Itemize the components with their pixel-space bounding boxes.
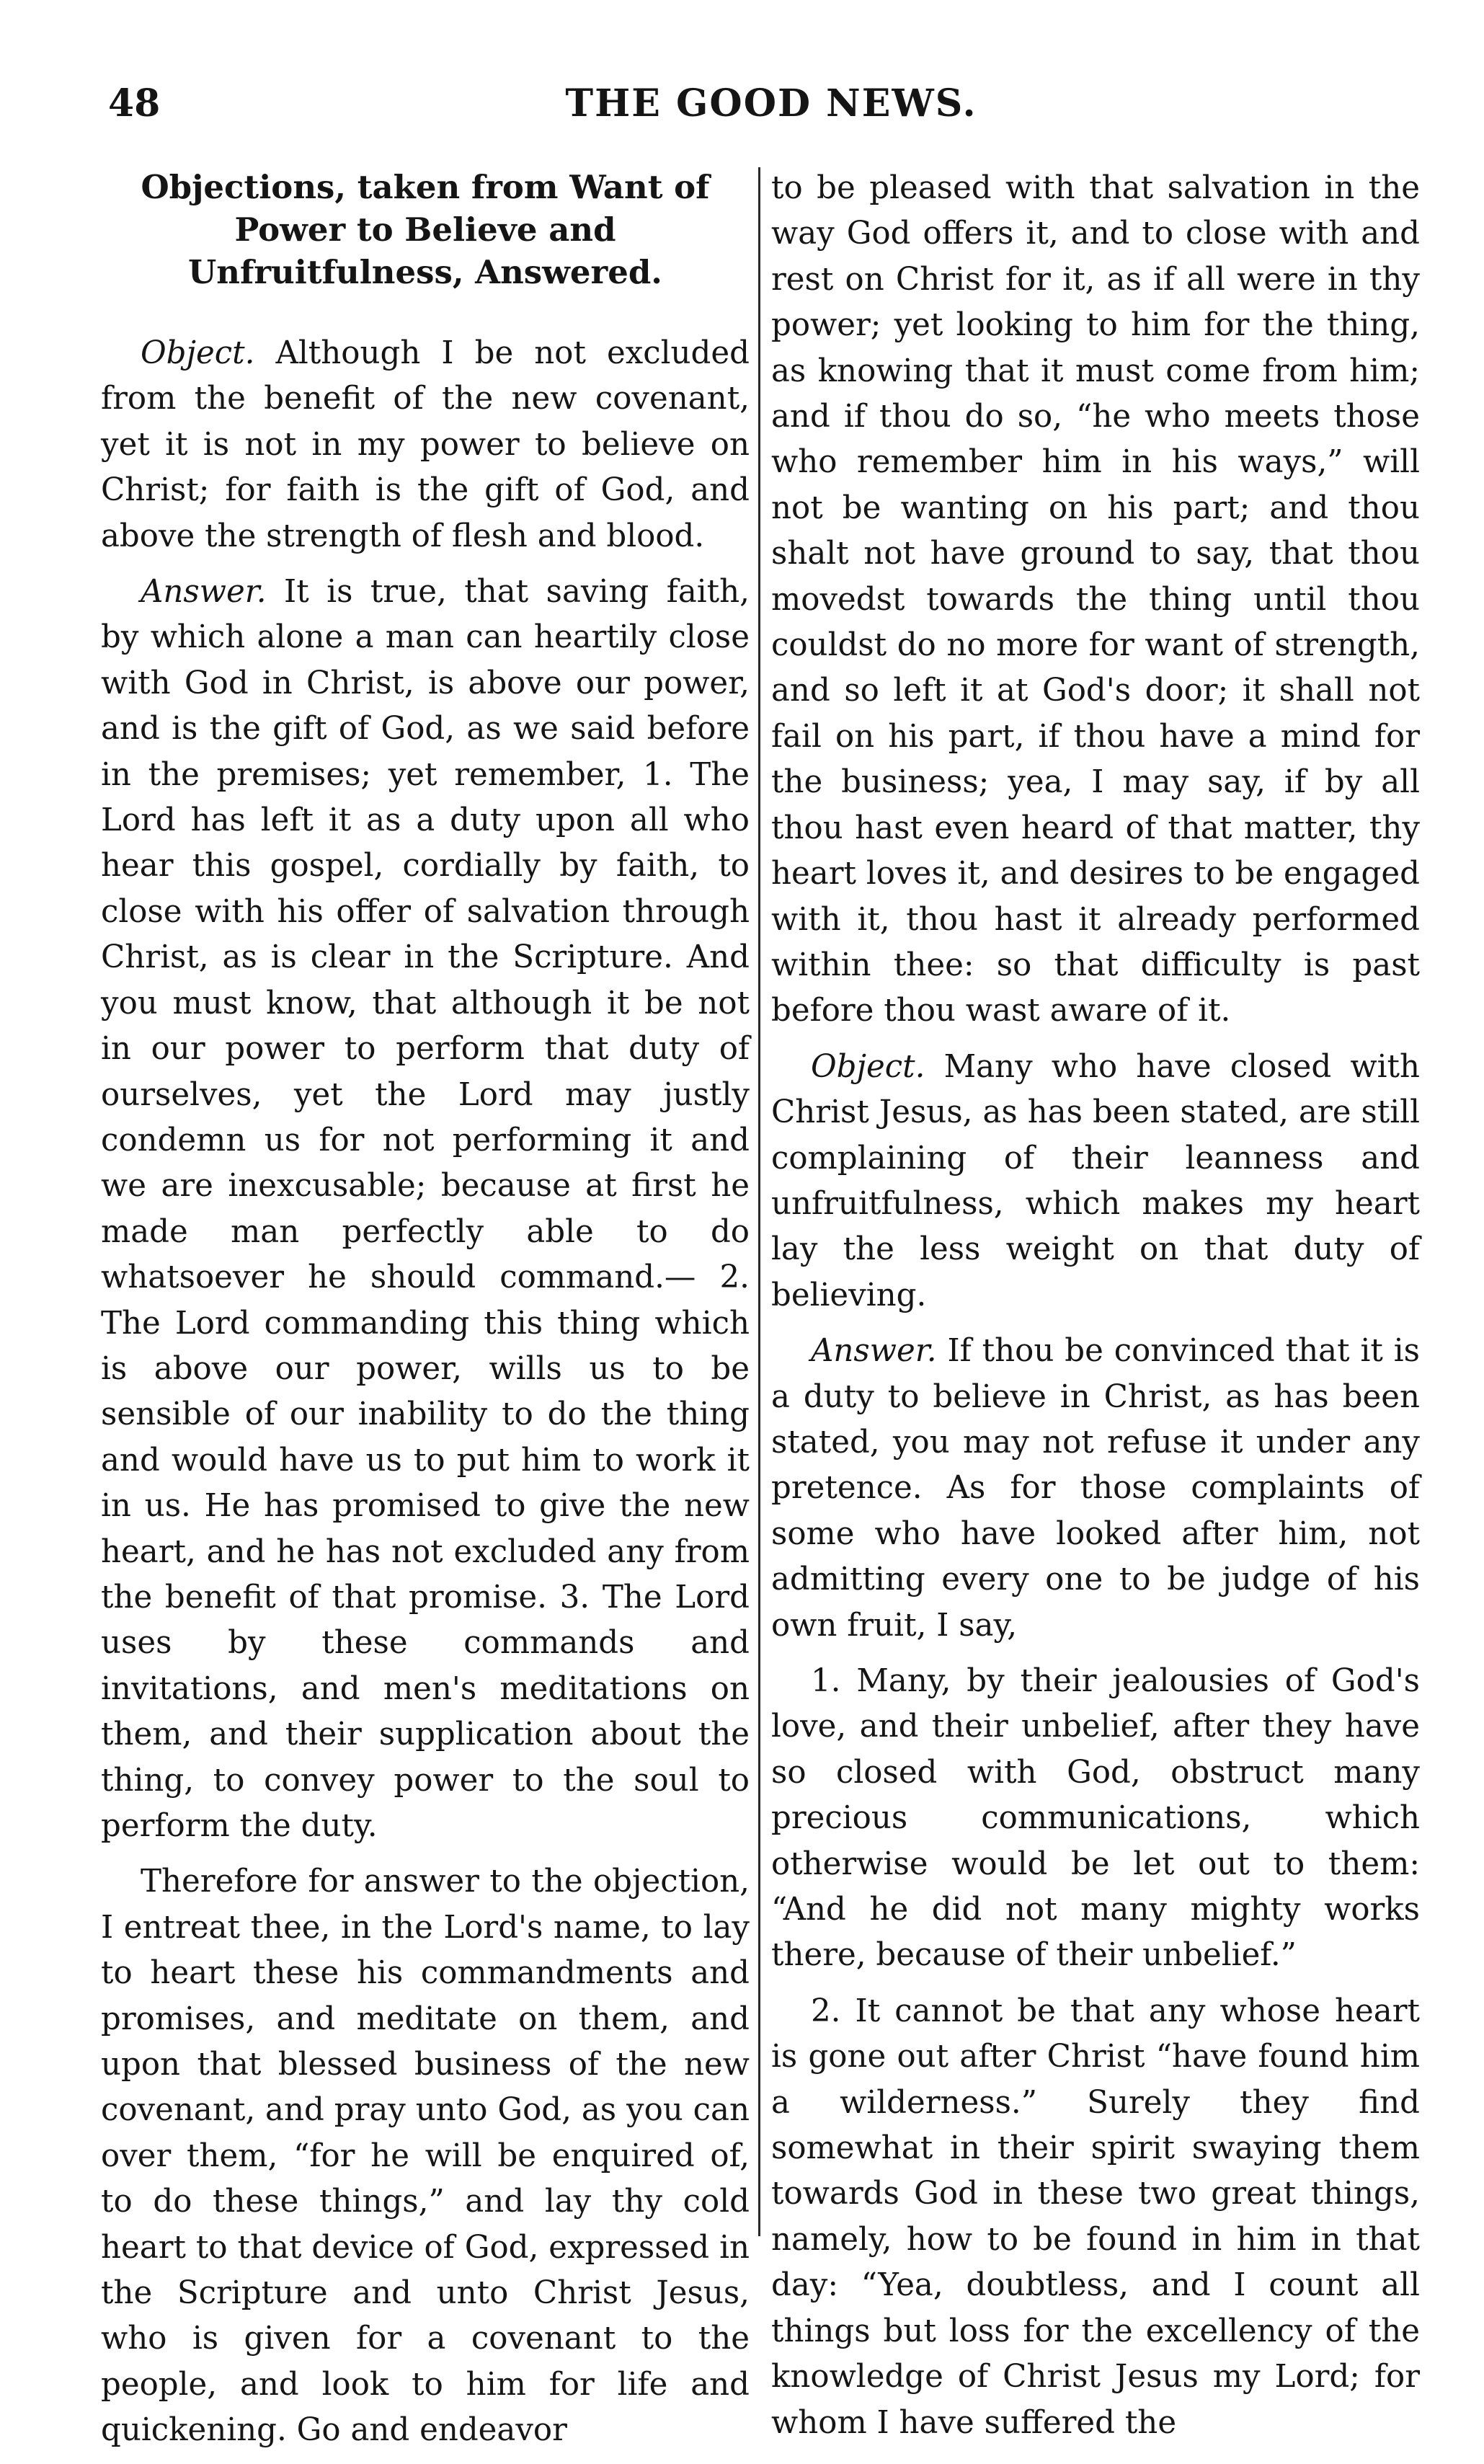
page-number: 48 bbox=[108, 81, 161, 125]
paragraph-lead: Answer. bbox=[811, 1333, 937, 1370]
paragraph-text: Therefore for answer to the objection, I entreat thee, in the Lord's name, to lay to heart these his commandments and promises, and meditate on them, and upon that blessed business of the new covenant, and pray unto God, as you can over them, “for he will be enquired of, to do these things,” and lay thy cold heart to that device of God, expressed in the Scripture and unto Christ Jesus, who is given for a covenant to the people, and look to him for life and quickening. Go and endeavor bbox=[101, 1863, 750, 2449]
paragraph-lead: Answer. bbox=[141, 574, 267, 611]
column-rule bbox=[758, 167, 760, 2236]
paragraph-text: 1. Many, by their jealousies of God's love, and their unbelief, after they have so closed with God, obstruct many precious communications, which otherwise would be let out to them: “And he did not many mighty works there, because of their unbelief.” bbox=[771, 1663, 1420, 1974]
body-paragraph bbox=[101, 1859, 750, 2453]
paragraph-text: Although I be not excluded from the benefit of the new covenant, yet it is not in my power to believe on Christ; for faith is the gift of God, and above the strength of flesh and blood. bbox=[101, 335, 750, 554]
answer-paragraph bbox=[771, 1329, 1420, 1649]
paragraph-text: to be pleased with that salvation in the way God offers it, and to close with and rest on Christ for it, as if all were in thy power; yet looking to him for the thing, as knowing that it must come from him; and if thou do so, “he who meets those who remember him in his ways,” will not be wanting on his part; and thou shalt not have ground to say, that thou movedst towards the thing until thou couldst do no more for want of strength, and so left it at God's door; it shall not fail on his part, if thou have a mind for the business; yea, I may say, if by all thou hast even heard of that matter, thy heart loves it, and desires to be engaged with it, thou hast it already performed within thee: so that difficulty is past before thou wast aware of it. bbox=[771, 170, 1420, 1029]
paragraph-text: If thou be convinced that it is a duty to believe in Christ, as has been stated, you may not refuse it under any pretence. As for those complaints of some who have looked after him, not admitting every one to be judge of his own fruit, I say, bbox=[771, 1333, 1420, 1644]
right-column bbox=[771, 166, 1420, 2456]
paragraph-lead: Object. bbox=[811, 1048, 925, 1085]
paragraph-text: Many who have closed with Christ Jesus, as has been stated, are still complaining of their leanness and unfruitfulness, which makes my heart lay the less weight on that duty of believing. bbox=[771, 1048, 1420, 1313]
numbered-paragraph bbox=[771, 1989, 1420, 2446]
page-header bbox=[108, 81, 1434, 143]
left-column bbox=[101, 166, 750, 2464]
paragraph-text: It is true, that saving faith, by which alone a man can heartily close with God in Christ, is above our power, and is the gift of God, as we said before in the premises; yet remember, 1. The Lord has left it as a duty upon all who hear this gospel, cordially by faith, to close with his offer of salvation through Christ, as is clear in the Scripture. And you must know, that although it be not in our power to perform that duty of ourselves, yet the Lord may justly condemn us for not performing it and we are inexcusable; because at first he made man perfectly able to do whatsoever he should command.— 2. The Lord commanding this thing which is above our power, wills us to be sensible of our inability to do the thing and would have us to put him to work it in us. He has promised to give the new heart, and he has not excluded any from the benefit of that promise. 3. The Lord uses by these commands and invitations, and men's meditations on them, and their supplication about the thing, to convey power to the soul to perform the duty. bbox=[101, 574, 750, 1844]
objection-paragraph bbox=[771, 1045, 1420, 1319]
numbered-paragraph bbox=[771, 1659, 1420, 1979]
paragraph-lead: Object. bbox=[141, 335, 255, 371]
running-head: THE GOOD NEWS. bbox=[565, 81, 977, 125]
paragraph-text: 2. It cannot be that any whose heart is gone out after Christ “have found him a wilderness.” Surely they find somewhat in their spirit swaying them towards God in these two great things, namely, how to be found in him in that day: “Yea, doubtless, and I count all things but loss for the excellency of the knowledge of Christ Jesus my Lord; for whom I have suffered the bbox=[771, 1993, 1420, 2441]
answer-paragraph bbox=[101, 570, 750, 1849]
section-heading: Objections, taken from Want of Power to Believe and Unfruitfulness, Answered. bbox=[141, 168, 710, 291]
continued-paragraph bbox=[771, 166, 1420, 1034]
objection-paragraph bbox=[101, 331, 750, 559]
